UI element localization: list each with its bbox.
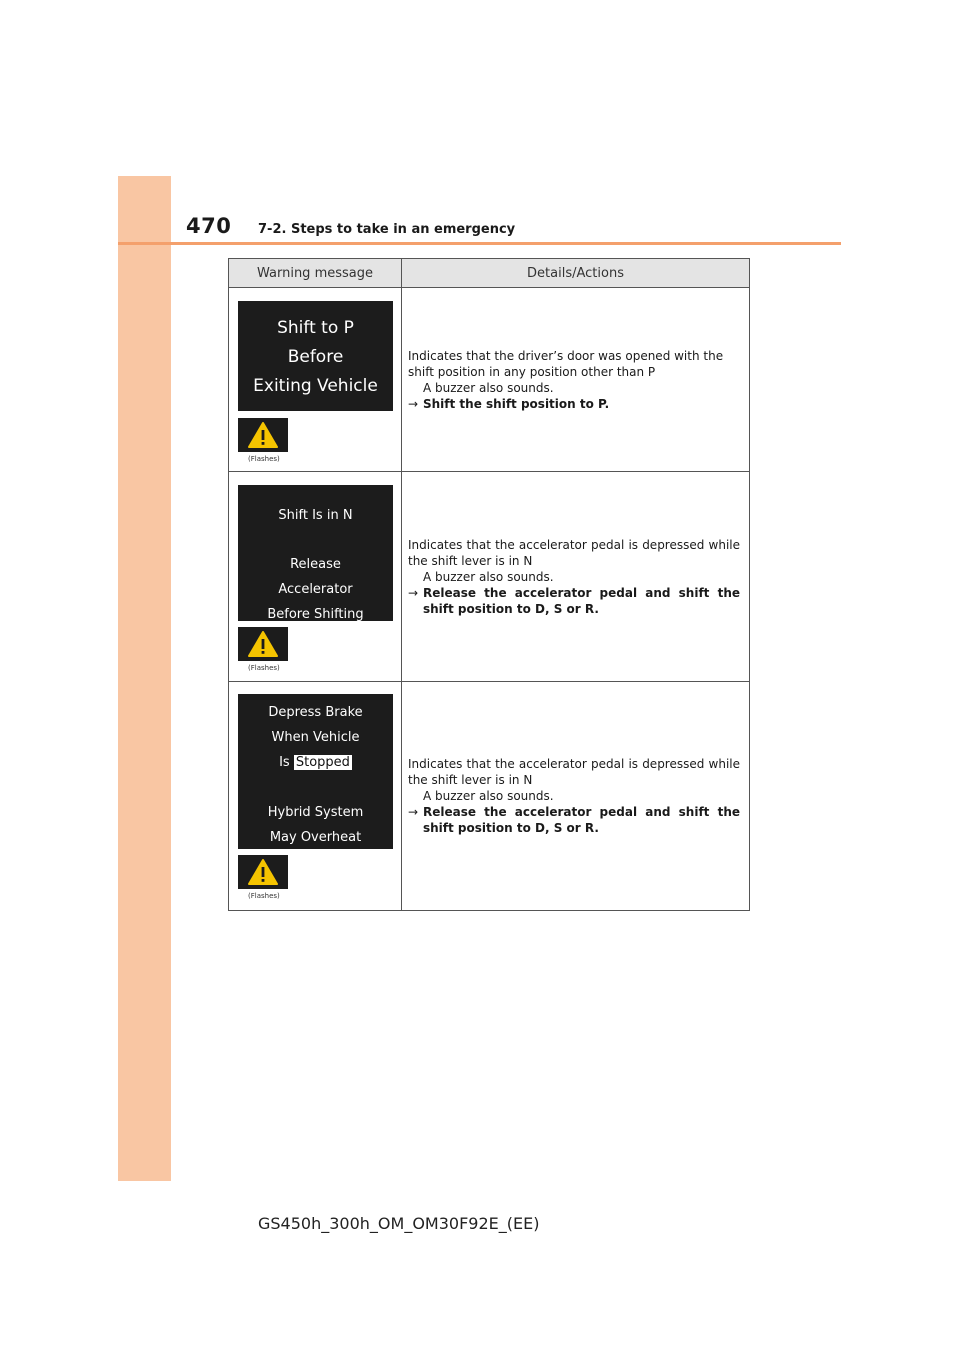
buzzer-note: A buzzer also sounds. (423, 380, 554, 395)
warning-triangle-icon (238, 855, 288, 889)
arrow-icon: → (408, 396, 419, 411)
table-header-row (229, 259, 750, 288)
action-text: Release the accelerator pedal and shift the shift position to D, S or R. (423, 585, 740, 616)
screen-text-line: Hybrid System (267, 805, 364, 820)
warning-message-cell (229, 682, 402, 911)
screen-text-line: Before (287, 347, 344, 367)
screen-text-line: Shift to P (277, 318, 354, 338)
flashes-label: (Flashes) (248, 892, 280, 900)
details-cell (402, 472, 750, 682)
action-line (408, 804, 740, 836)
screen-text-line: When Vehicle (271, 730, 360, 745)
details-cell (402, 682, 750, 911)
action-line (408, 396, 740, 412)
action-line (408, 585, 740, 617)
screen-text-line: Shift Is in N (278, 508, 353, 523)
display-screen (238, 301, 393, 411)
warning-triangle-icon (238, 627, 288, 661)
action-text: Shift the shift position to P. (423, 396, 610, 411)
table-row (229, 288, 750, 472)
screen-text-line: Accelerator (278, 582, 353, 597)
column-header-details-actions: Details/Actions (402, 259, 750, 288)
warning-message-cell (229, 288, 402, 472)
screen-text-line: Release (290, 557, 341, 572)
screen-highlight-text: Stopped (295, 755, 350, 770)
warning-triangle-icon (238, 418, 288, 452)
flashes-label: (Flashes) (248, 455, 280, 463)
section-title: 7-2. Steps to take in an emergency (258, 222, 516, 237)
screen-text-line: Depress Brake (268, 705, 363, 720)
description-text: Indicates that the accelerator pedal is depressed while the shift lever is in N (408, 757, 740, 787)
screen-text-line: Exiting Vehicle (253, 376, 378, 396)
display-screen (238, 694, 393, 849)
screen-text-line: May Overheat (269, 830, 362, 845)
table-row (229, 682, 750, 911)
page-number: 470 (186, 214, 232, 238)
description-text: Indicates that the accelerator pedal is depressed while the shift lever is in N (408, 537, 740, 568)
document-code-footer: GS450h_300h_OM_OM30F92E_(EE) (258, 1214, 540, 1233)
action-text: Release the accelerator pedal and shift the shift position to D, S or R. (423, 805, 740, 835)
flashes-label: (Flashes) (248, 664, 280, 672)
header-divider (118, 242, 841, 245)
details-cell (402, 288, 750, 472)
warning-message-cell (229, 472, 402, 682)
description-text: Indicates that the driver’s door was opened with the shift position in any position other than P (408, 348, 724, 379)
screen-text-line: Is (279, 755, 290, 770)
screen-text-line: Before Shifting (267, 607, 364, 622)
arrow-icon: → (408, 585, 419, 600)
chapter-sidebar-tab (118, 176, 171, 1181)
arrow-icon: → (408, 805, 419, 819)
display-screen (238, 485, 393, 621)
table-row (229, 472, 750, 682)
column-header-warning-message: Warning message (229, 259, 402, 288)
buzzer-note: A buzzer also sounds. (423, 789, 554, 803)
buzzer-note: A buzzer also sounds. (423, 569, 554, 584)
warning-message-table (228, 258, 750, 911)
